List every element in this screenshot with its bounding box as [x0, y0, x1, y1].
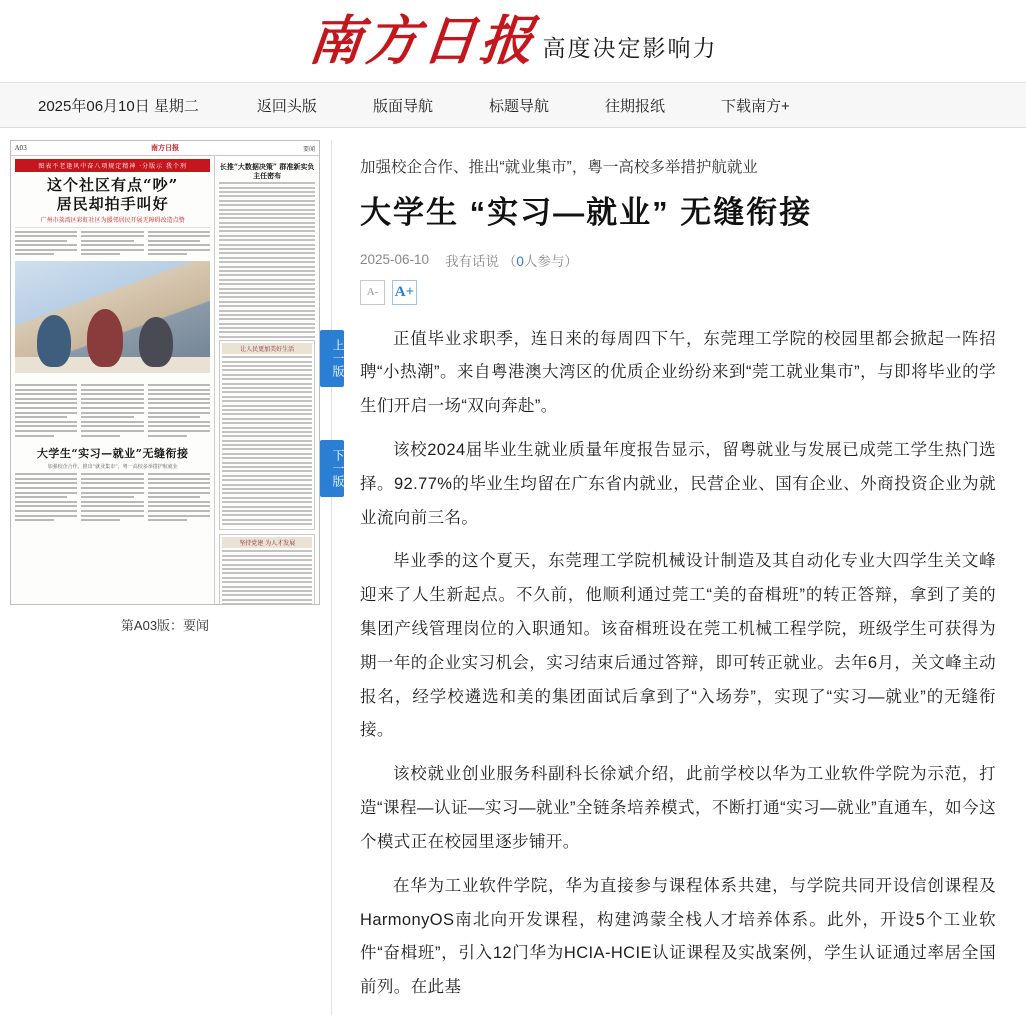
column-divider	[331, 140, 332, 1015]
thumb-headline-2[interactable]: 大学生“实习—就业”无缝衔接	[36, 447, 189, 461]
nav-past-issues[interactable]: 往期报纸	[604, 97, 665, 115]
nav-back-front-page[interactable]: 返回头版	[256, 97, 317, 115]
newspaper-logo[interactable]: 南方日报	[305, 9, 540, 72]
previous-page-tab[interactable]: 上一版	[320, 330, 344, 387]
page-title: 大学生 “实习—就业” 无缝衔接	[360, 195, 813, 231]
thumb-text-block-2	[15, 384, 210, 439]
paper-preview-caption: 第A03版：要闻	[120, 618, 210, 633]
paper-preview-column	[0, 140, 320, 634]
thumb-page-label: A03	[15, 144, 27, 152]
thumb-side-column	[215, 156, 319, 605]
comment-count: 0	[516, 253, 524, 269]
thumb-section-label: 要闻	[302, 145, 315, 153]
article-paragraph: 毕业季的这个夏天，东莞理工学院机械设计制造及其自动化专业大四学生关文峰迎来了人生新起点。不久前，他顺利通过莞工“美的奋楫班”的转正答辩，拿到了美的集团产线管理岗位的入职通知。该奋楫班设在莞工机械工程学院，班级学生可获得为期一年的企业实习机会，实习结束后通过答辩，即可转正就业。去年6月，关文峰主动报名，经学校遴选和美的集团面试后拿到了“入场券”，实现了“实习—就业”的无缝衔接。	[360, 552, 996, 740]
article-paragraph: 该校2024届毕业生就业质量年度报告显示，留粤就业与发展已成莞工学生热门选择。92.77%的毕业生均留在广东省内就业，民营企业、国有企业、外商投资企业为就业流向前三名。	[360, 440, 996, 527]
thumb-masthead-small: 南方日报	[150, 143, 179, 152]
version-tab-column	[320, 140, 344, 1015]
masthead	[0, 0, 1026, 83]
nav-title-navigation[interactable]: 标题导航	[488, 97, 549, 115]
thumb-main-column	[11, 156, 215, 605]
thumb-text-block-3	[15, 473, 210, 524]
thumb-side-box-2-title: 坚持党建 为人才发展	[222, 537, 312, 548]
article-paragraph: 在华为工业软件学院，华为直接参与课程体系共建，与学院共同开设信创课程及HarmonyOS南北向开发课程，构建鸿蒙全栈人才培养体系。此外，开设5个工业软件“奋楫班”，引入12门华为HCIA-HCIE认证课程及实战案例，学生认证通过率居全国前列。在此基	[360, 876, 996, 997]
content-area	[0, 128, 1026, 1015]
thumb-header	[11, 141, 319, 156]
thumb-subhead-1: 广州市荔湾区彩虹社区为援邻居民开展无障碍改造点赞	[15, 215, 210, 228]
newspaper-page-image[interactable]	[10, 140, 320, 605]
next-page-tab[interactable]: 下一版	[320, 440, 344, 497]
thumb-side-box-1	[219, 340, 315, 530]
comment-count-prefix: （	[502, 253, 517, 269]
font-decrease-button[interactable]: A-	[360, 280, 385, 305]
thumb-side-box-1-title: 让人民更加美好生活	[222, 343, 312, 354]
article-meta	[360, 250, 996, 270]
article-column	[344, 140, 1026, 1015]
main-navbar	[0, 83, 1026, 128]
nav-download-app[interactable]: 下载南方+	[720, 97, 790, 115]
article-shoulder-title: 加强校企合作、推出“就业集市”，粤一高校多举措护航就业	[360, 159, 758, 176]
thumb-text-block-1	[15, 231, 210, 259]
article-body	[360, 323, 996, 1005]
article-paragraph: 该校就业创业服务科副科长徐斌介绍，此前学校以华为工业软件学院为示范，打造“课程—认证—实习—就业”全链条培养模式，不断打通“实习—就业”直通车，如今这个模式正在校园里逐步铺开。	[360, 765, 996, 851]
thumb-side-headline: 长推“大数据决策” 群准新实负主任密布	[219, 162, 315, 181]
article-date: 2025-06-10	[360, 252, 430, 268]
thumb-headline-1: 这个社区有点“吵” 居民却拍手叫好	[47, 176, 179, 213]
thumb-side-box-2	[219, 534, 315, 605]
font-size-controls	[360, 280, 996, 305]
article-paragraph: 正值毕业求职季，连日来的每周四下午，东莞理工学院的校园里都会掀起一阵招聘“小热潮”。来自粤港澳大湾区的优质企业纷纷来到“莞工就业集市”，与即将毕业的学生们开启一场“双向奔赴”。	[360, 329, 996, 416]
masthead-slogan: 高度决定影响力	[542, 35, 718, 61]
thumb-photo	[15, 261, 210, 373]
comment-label: 我有话说	[445, 253, 500, 269]
comment-link[interactable]	[445, 250, 578, 270]
thumb-subhead-2: 加强校企合作、推出“就业集市”，粤一高校多举措护航就业	[47, 464, 178, 471]
issue-date: 2025年06月10日 星期二	[38, 97, 199, 115]
thumb-photo-caption	[15, 376, 210, 382]
thumb-banner: 图表不老逢风中奋八项规定精神 ·分版示 我个刑	[15, 159, 210, 172]
comment-count-suffix: 人参与）	[523, 253, 578, 269]
nav-page-navigation[interactable]: 版面导航	[372, 97, 433, 115]
font-increase-button[interactable]: A+	[392, 280, 417, 305]
